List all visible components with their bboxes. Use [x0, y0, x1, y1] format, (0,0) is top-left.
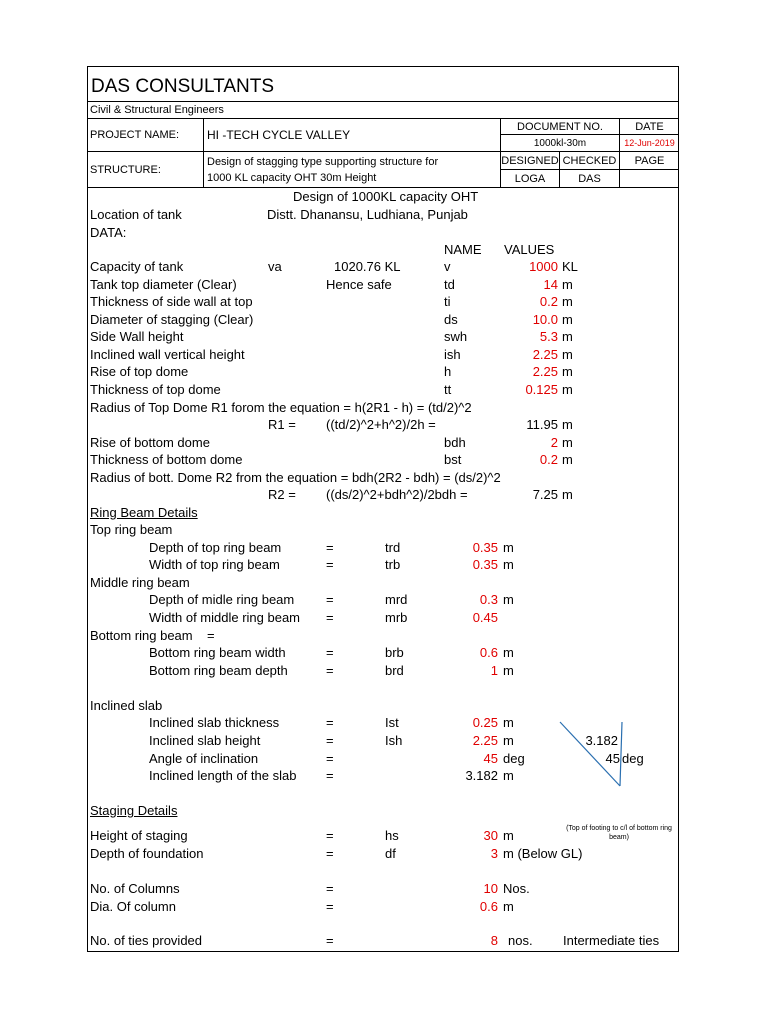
ring-beam-heading: Ring Beam Details	[90, 505, 198, 520]
brb-label: Bottom ring beam width	[149, 645, 286, 660]
trb-label: Width of top ring beam	[149, 557, 280, 572]
incl-length-value: 3.182	[465, 768, 498, 783]
mrd-name: mrd	[385, 592, 408, 607]
h-value: 2.25	[532, 364, 558, 379]
r2-label: R2 =	[268, 487, 296, 502]
bst-name: bst	[444, 452, 462, 467]
bottom-ring-beam-heading: Bottom ring beam =	[90, 628, 215, 643]
bdh-name: bdh	[444, 435, 466, 450]
designed-label-cell: DESIGNED	[500, 151, 560, 170]
hs-unit: m	[503, 828, 514, 843]
bst-label: Thickness of bottom dome	[90, 452, 243, 467]
hs-value: 30	[483, 828, 498, 843]
trd-name: trd	[385, 540, 401, 555]
ishs-value: 2.25	[472, 733, 498, 748]
location-value: Distt. Dhanansu, Ludhiana, Punjab	[267, 207, 468, 222]
ds-value: 10.0	[532, 312, 558, 327]
company-subtitle: Civil & Structural Engineers	[87, 101, 679, 119]
ds-unit: m	[562, 312, 573, 327]
r1-equation: Radius of Top Dome R1 forom the equation = h(2R1 - h) = (td/2)^2	[90, 400, 472, 415]
ist-label: Inclined slab thickness	[149, 715, 280, 730]
incl-length-unit: m	[503, 768, 514, 783]
td-unit: m	[562, 277, 573, 292]
brd-unit: m	[503, 663, 514, 678]
tt-name: tt	[444, 382, 452, 397]
df-name: df	[385, 846, 396, 861]
ishs-label: Inclined slab height	[149, 733, 261, 748]
trb-eq: =	[326, 557, 334, 572]
brd-name: brd	[385, 663, 404, 678]
capacity-label: Capacity of tank	[90, 259, 184, 274]
doc-no-label-cell: DOCUMENT NO.	[500, 118, 620, 135]
trd-value: 0.35	[472, 540, 498, 555]
values-column-header: VALUES	[504, 242, 555, 257]
ti-unit: m	[562, 294, 573, 309]
ish-label: Inclined wall vertical height	[90, 347, 245, 362]
ti-value: 0.2	[539, 294, 558, 309]
hs-note: (Top of footing to c/l of bottom ring beam)	[566, 825, 672, 841]
mrd-eq: =	[326, 592, 334, 607]
df-unit: m (Below GL)	[503, 846, 583, 861]
checked-label-cell: CHECKED	[559, 151, 620, 170]
brd-label: Bottom ring beam depth	[149, 663, 288, 678]
angle-eq: =	[326, 751, 334, 766]
df-value: 3	[490, 846, 498, 861]
staging-heading: Staging Details	[90, 803, 178, 818]
ties-unit: nos.	[508, 933, 533, 948]
mrb-name: mrb	[385, 610, 408, 625]
structure-label-cell: STRUCTURE:	[87, 151, 204, 188]
mrb-value: 0.45	[472, 610, 498, 625]
swh-unit: m	[562, 329, 573, 344]
mrd-value: 0.3	[479, 592, 498, 607]
r2-equation: Radius of bott. Dome R2 from the equation = bdh(2R2 - bdh) = (ds/2)^2	[90, 470, 501, 485]
bdh-value: 2	[550, 435, 558, 450]
h-unit: m	[562, 364, 573, 379]
columns-unit: Nos.	[503, 881, 530, 896]
ishs-name: Ish	[385, 733, 403, 748]
r1-label: R1 =	[268, 417, 296, 432]
h-name: h	[444, 364, 452, 379]
inclined-slab-heading: Inclined slab	[90, 698, 163, 713]
dia-eq: =	[326, 899, 334, 914]
ti-label: Thickness of side wall at top	[90, 294, 253, 309]
td-value: 14	[543, 277, 558, 292]
trd-eq: =	[326, 540, 334, 555]
bdh-label: Rise of bottom dome	[90, 435, 210, 450]
sketch-length-label: 3.182	[585, 733, 618, 748]
middle-ring-beam-heading: Middle ring beam	[90, 575, 190, 590]
trb-value: 0.35	[472, 557, 498, 572]
designed-cell: LOGA	[500, 169, 560, 188]
ties-eq: =	[326, 933, 334, 948]
capacity-name: v	[444, 259, 451, 274]
ties-note: Intermediate ties	[563, 933, 660, 948]
brb-name: brb	[385, 645, 404, 660]
capacity-unit: KL	[562, 259, 578, 274]
trb-unit: m	[503, 557, 514, 572]
ish-name: ish	[444, 347, 461, 362]
sketch-angle-unit: deg	[622, 751, 644, 766]
brb-value: 0.6	[479, 645, 498, 660]
angle-value: 45	[483, 751, 498, 766]
td-name: td	[444, 277, 455, 292]
hs-name: hs	[385, 828, 399, 843]
r2-value: 7.25	[532, 487, 558, 502]
doc-no-cell: 1000kl-30m	[500, 134, 620, 152]
brd-value: 1	[490, 663, 498, 678]
columns-value: 10	[483, 881, 498, 896]
project-label-cell: PROJECT NAME:	[87, 118, 204, 152]
ties-label: No. of ties provided	[90, 933, 203, 948]
r2-unit: m	[562, 487, 573, 502]
mrd-label: Depth of midle ring beam	[149, 592, 295, 607]
angle-unit: deg	[503, 751, 525, 766]
swh-value: 5.3	[539, 329, 558, 344]
df-eq: =	[326, 846, 334, 861]
columns-label: No. of Columns	[90, 881, 180, 896]
ti-name: ti	[444, 294, 451, 309]
capacity-symbol: va	[268, 259, 282, 274]
bst-unit: m	[562, 452, 573, 467]
swh-name: swh	[444, 329, 468, 344]
tt-label: Thickness of top dome	[90, 382, 221, 397]
company-name: DAS CONSULTANTS	[91, 76, 274, 97]
columns-eq: =	[326, 881, 334, 896]
ties-value: 8	[490, 933, 498, 948]
ds-name: ds	[444, 312, 458, 327]
h-label: Rise of top dome	[90, 364, 189, 379]
ist-name: Ist	[385, 715, 399, 730]
ist-unit: m	[503, 715, 514, 730]
brb-unit: m	[503, 645, 514, 660]
df-label: Depth of foundation	[90, 846, 204, 861]
r1-value: 11.95	[526, 417, 558, 432]
bdh-unit: m	[562, 435, 573, 450]
incl-length-label: Inclined length of the slab	[149, 768, 297, 783]
tt-value: 0.125	[525, 382, 558, 397]
hs-eq: =	[326, 828, 334, 843]
page-cell	[619, 169, 679, 188]
data-label: DATA:	[90, 225, 127, 240]
ish-unit: m	[562, 347, 573, 362]
swh-label: Side Wall height	[90, 329, 184, 344]
sketch-angle-label: 45	[605, 751, 620, 766]
r1-formula: ((td/2)^2+h^2)/2h =	[326, 417, 436, 432]
mrb-eq: =	[326, 610, 334, 625]
project-name-cell: HI -TECH CYCLE VALLEY	[203, 118, 501, 152]
td-label: Tank top diameter (Clear)	[90, 277, 237, 292]
dia-unit: m	[503, 899, 514, 914]
location-label: Location of tank	[90, 207, 182, 222]
sheet-title: Design of 1000KL capacity OHT	[293, 189, 479, 204]
r2-formula: ((ds/2)^2+bdh^2)/2bdh =	[326, 487, 468, 502]
tt-unit: m	[562, 382, 573, 397]
td-note: Hence safe	[326, 277, 392, 292]
date-cell: 12-Jun-2019	[619, 134, 679, 152]
name-column-header: NAME	[444, 242, 482, 257]
angle-label: Angle of inclination	[149, 751, 259, 766]
date-label-cell: DATE	[619, 118, 679, 135]
page-label-cell: PAGE	[619, 151, 679, 170]
trb-name: trb	[385, 557, 401, 572]
brd-eq: =	[326, 663, 334, 678]
hs-label: Height of staging	[90, 828, 188, 843]
ish-value: 2.25	[532, 347, 558, 362]
bst-value: 0.2	[539, 452, 558, 467]
capacity-calc: 1020.76 KL	[334, 259, 401, 274]
mrb-label: Width of middle ring beam	[149, 610, 301, 625]
ist-value: 0.25	[472, 715, 498, 730]
dia-value: 0.6	[479, 899, 498, 914]
trd-label: Depth of top ring beam	[149, 540, 282, 555]
structure-desc-cell: Design of stagging type supporting structure for 1000 KL capacity OHT 30m Height	[203, 151, 501, 188]
trd-unit: m	[503, 540, 514, 555]
mrd-unit: m	[503, 592, 514, 607]
capacity-value: 1000	[529, 259, 558, 274]
r1-unit: m	[562, 417, 573, 432]
incl-length-eq: =	[326, 768, 334, 783]
top-ring-beam-heading: Top ring beam	[90, 522, 173, 537]
dia-label: Dia. Of column	[90, 899, 176, 914]
checked-cell: DAS	[559, 169, 620, 188]
ishs-unit: m	[503, 733, 514, 748]
ds-label: Diameter of stagging (Clear)	[90, 312, 254, 327]
ishs-eq: =	[326, 733, 334, 748]
ist-eq: =	[326, 715, 334, 730]
brb-eq: =	[326, 645, 334, 660]
